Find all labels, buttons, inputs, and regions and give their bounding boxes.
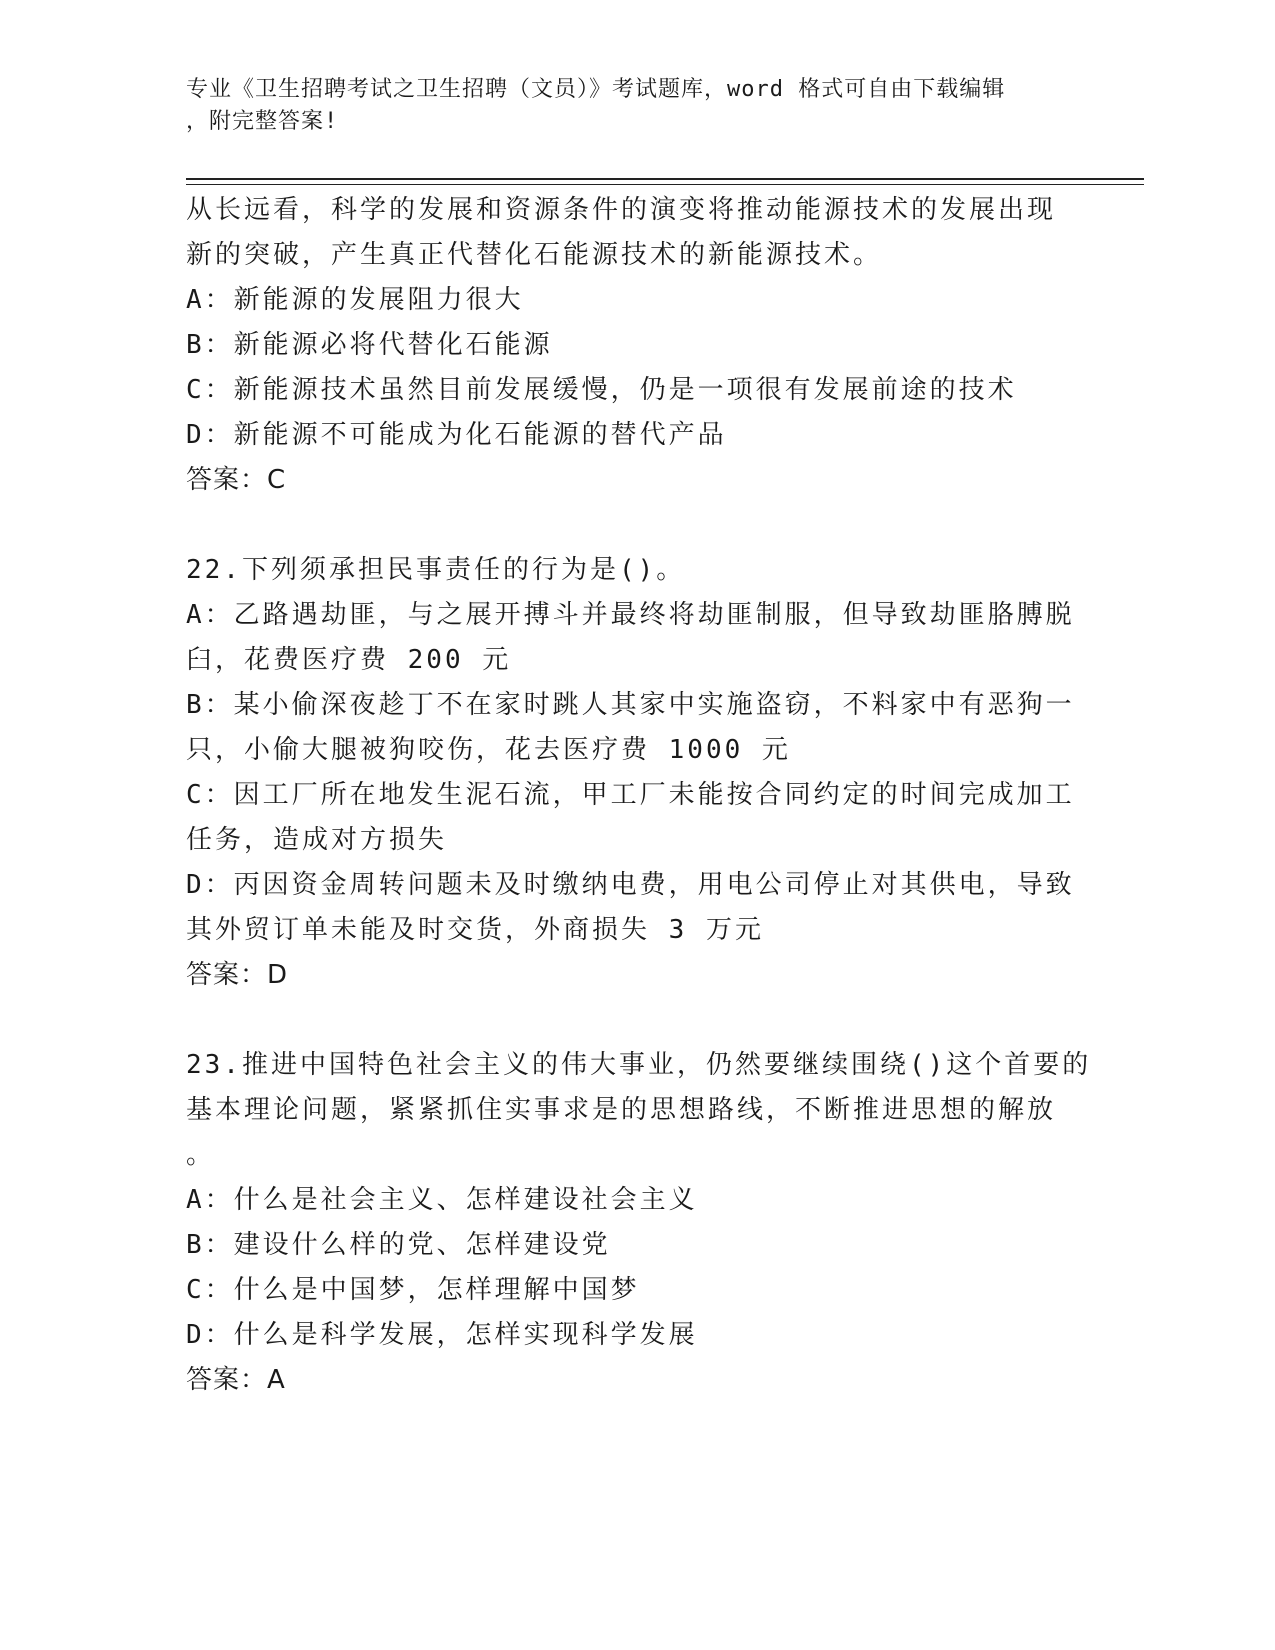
question-stem-line: 22.下列须承担民事责任的行为是()。 (186, 555, 686, 585)
question-21 (186, 188, 1066, 503)
header-rule-thin (186, 184, 1144, 185)
option-d: D：什么是科学发展，怎样实现科学发展 (186, 1320, 698, 1350)
option-b: B：某小偷深夜趁丁不在家时跳人其家中实施盗窃，不料家中有恶狗一 (186, 690, 1075, 720)
option-c: C：什么是中国梦，怎样理解中国梦 (186, 1275, 640, 1305)
option-c: C：因工厂所在地发生泥石流，甲工厂未能按合同约定的时间完成加工 (186, 780, 1075, 810)
spacer (186, 998, 1066, 1043)
option-a: A：乙路遇劫匪，与之展开搏斗并最终将劫匪制服，但导致劫匪胳膊脱 (186, 600, 1075, 630)
option-d: D：新能源不可能成为化石能源的替代产品 (186, 420, 727, 450)
header-line-2: ，附完整答案! (186, 109, 339, 134)
option-d-continued: 其外贸订单未能及时交货，外商损失 3 万元 (186, 915, 764, 945)
option-c: C：新能源技术虽然目前发展缓慢，仍是一项很有发展前途的技术 (186, 375, 1017, 405)
question-list (186, 188, 1092, 1403)
document-header (186, 74, 1066, 138)
option-a: A：什么是社会主义、怎样建设社会主义 (186, 1185, 698, 1215)
option-b: B：建设什么样的党、怎样建设党 (186, 1230, 611, 1260)
question-22 (186, 548, 1075, 998)
answer-line: 答案：A (186, 1365, 286, 1395)
question-23 (186, 1043, 1092, 1403)
answer-line: 答案：D (186, 960, 289, 990)
option-a: A：新能源的发展阻力很大 (186, 285, 524, 315)
option-b: B：新能源必将代替化石能源 (186, 330, 553, 360)
header-rule-thick (186, 178, 1144, 180)
question-stem-line: 23.推进中国特色社会主义的伟大事业，仍然要继续围绕()这个首要的 (186, 1050, 1092, 1080)
question-stem-line: 基本理论问题，紧紧抓住实事求是的思想路线，不断推进思想的解放 (186, 1095, 1057, 1125)
option-b-continued: 只，小偷大腿被狗咬伤，花去医疗费 1000 元 (186, 735, 791, 765)
answer-line: 答案：C (186, 465, 287, 495)
question-stem-line: 新的突破，产生真正代替化石能源技术的新能源技术。 (186, 240, 883, 270)
option-c-continued: 任务，造成对方损失 (186, 825, 448, 855)
spacer (186, 503, 1066, 548)
question-stem-line: 。 (186, 1140, 216, 1170)
option-d: D：丙因资金周转问题未及时缴纳电费，用电公司停止对其供电，导致 (186, 870, 1075, 900)
option-a-continued: 臼，花费医疗费 200 元 (186, 645, 512, 675)
header-line-1: 专业《卫生招聘考试之卫生招聘（文员）》考试题库，word 格式可自由下载编辑 (186, 77, 1006, 102)
question-stem-line: 从长远看，科学的发展和资源条件的演变将推动能源技术的发展出现 (186, 195, 1057, 225)
